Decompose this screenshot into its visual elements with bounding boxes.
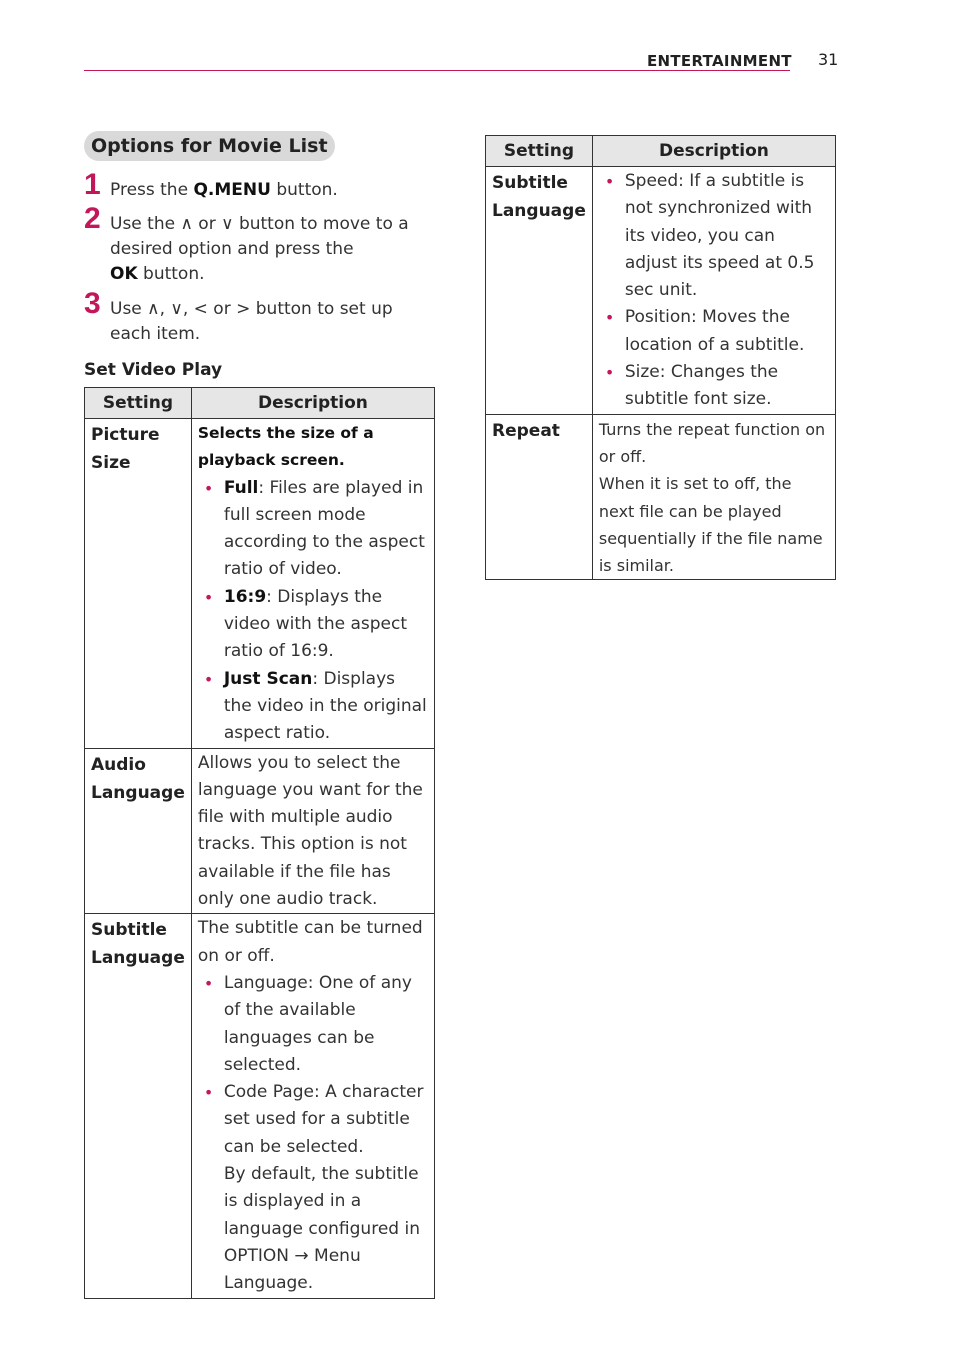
section-title: Options for Movie List <box>84 131 335 161</box>
description-subtitle-language <box>592 167 835 415</box>
table-row <box>486 414 836 580</box>
table-header-row <box>486 136 836 167</box>
step-text: Use ∧, ∨, < or > button to set up each item. <box>110 299 393 344</box>
right-options-table <box>485 135 836 580</box>
step-number: 2 <box>84 202 101 235</box>
setting-audio-language: Audio Language <box>85 748 192 914</box>
list-item: • Full: Files are played in full screen mode according to the aspect ratio of video. <box>198 475 428 584</box>
setting-subtitle-language: Subtitle Language <box>85 914 192 1298</box>
bullet-icon: • <box>604 172 615 191</box>
list-item: • Size: Changes the subtitle font size. <box>599 359 829 414</box>
list-item: • Position: Moves the location of a subtitle. <box>599 304 829 359</box>
page-number: 31 <box>818 50 839 69</box>
left-options-table <box>84 387 435 1299</box>
step-number: 3 <box>84 287 101 320</box>
subheading-set-video-play: Set Video Play <box>84 360 223 380</box>
list-item: • Language: One of any of the available languages can be selected. <box>198 970 428 1079</box>
table-row <box>486 167 836 415</box>
bullet-icon: • <box>203 1083 214 1103</box>
bullet-icon: • <box>203 669 214 689</box>
header-section-title: ENTERTAINMENT <box>647 52 792 70</box>
setting-repeat: Repeat <box>486 414 593 580</box>
table-row <box>85 419 435 749</box>
bullet-icon: • <box>203 587 214 607</box>
step-text: Press the Q.MENU button. <box>110 180 338 200</box>
list-item: • Code Page: A character set used for a subtitle can be selected. By default, the subtitle is displayed in a language configured in OPTION → Menu Language. <box>198 1079 428 1297</box>
step-number: 1 <box>84 168 101 201</box>
step-1 <box>84 168 434 203</box>
setting-picture-size: Picture Size <box>85 419 192 749</box>
bullet-icon: • <box>203 973 214 993</box>
step-3 <box>84 287 434 347</box>
header-setting: Setting <box>85 388 192 419</box>
step-text: Use the ∧ or ∨ button to move to a desired option and press the OK button. <box>110 214 409 284</box>
header-description: Description <box>191 388 434 419</box>
header-setting: Setting <box>486 136 593 167</box>
list-item: • 16:9: Displays the video with the aspect ratio of 16:9. <box>198 584 428 666</box>
bullet-icon: • <box>203 478 214 498</box>
bullet-icon: • <box>604 363 615 383</box>
table-row <box>85 748 435 914</box>
lead-text: The subtitle can be turned on or off. <box>197 918 423 966</box>
table-header-row <box>85 388 435 419</box>
list-item: • Just Scan: Displays the video in the original aspect ratio. <box>198 666 428 748</box>
list-item: • Speed: If a subtitle is not synchronized with its video, you can adjust its speed at 0.5 sec unit. <box>599 168 829 304</box>
step-2 <box>84 202 434 287</box>
lead-text: Selects the size of a playback screen. <box>197 424 374 470</box>
description-repeat: Turns the repeat function on or off. When it is set to off, the next file can be played sequentially if the file name is similar. <box>592 414 835 580</box>
header-description: Description <box>592 136 835 167</box>
description-subtitle-language <box>191 914 434 1298</box>
table-row <box>85 914 435 1298</box>
header-rule <box>84 70 790 71</box>
bullet-icon: • <box>604 308 615 328</box>
description-picture-size <box>191 419 434 749</box>
description-audio-language: Allows you to select the language you want for the file with multiple audio tracks. This option is not available if the file has only one audio track. <box>191 748 434 914</box>
setting-subtitle-language: Subtitle Language <box>486 167 593 415</box>
